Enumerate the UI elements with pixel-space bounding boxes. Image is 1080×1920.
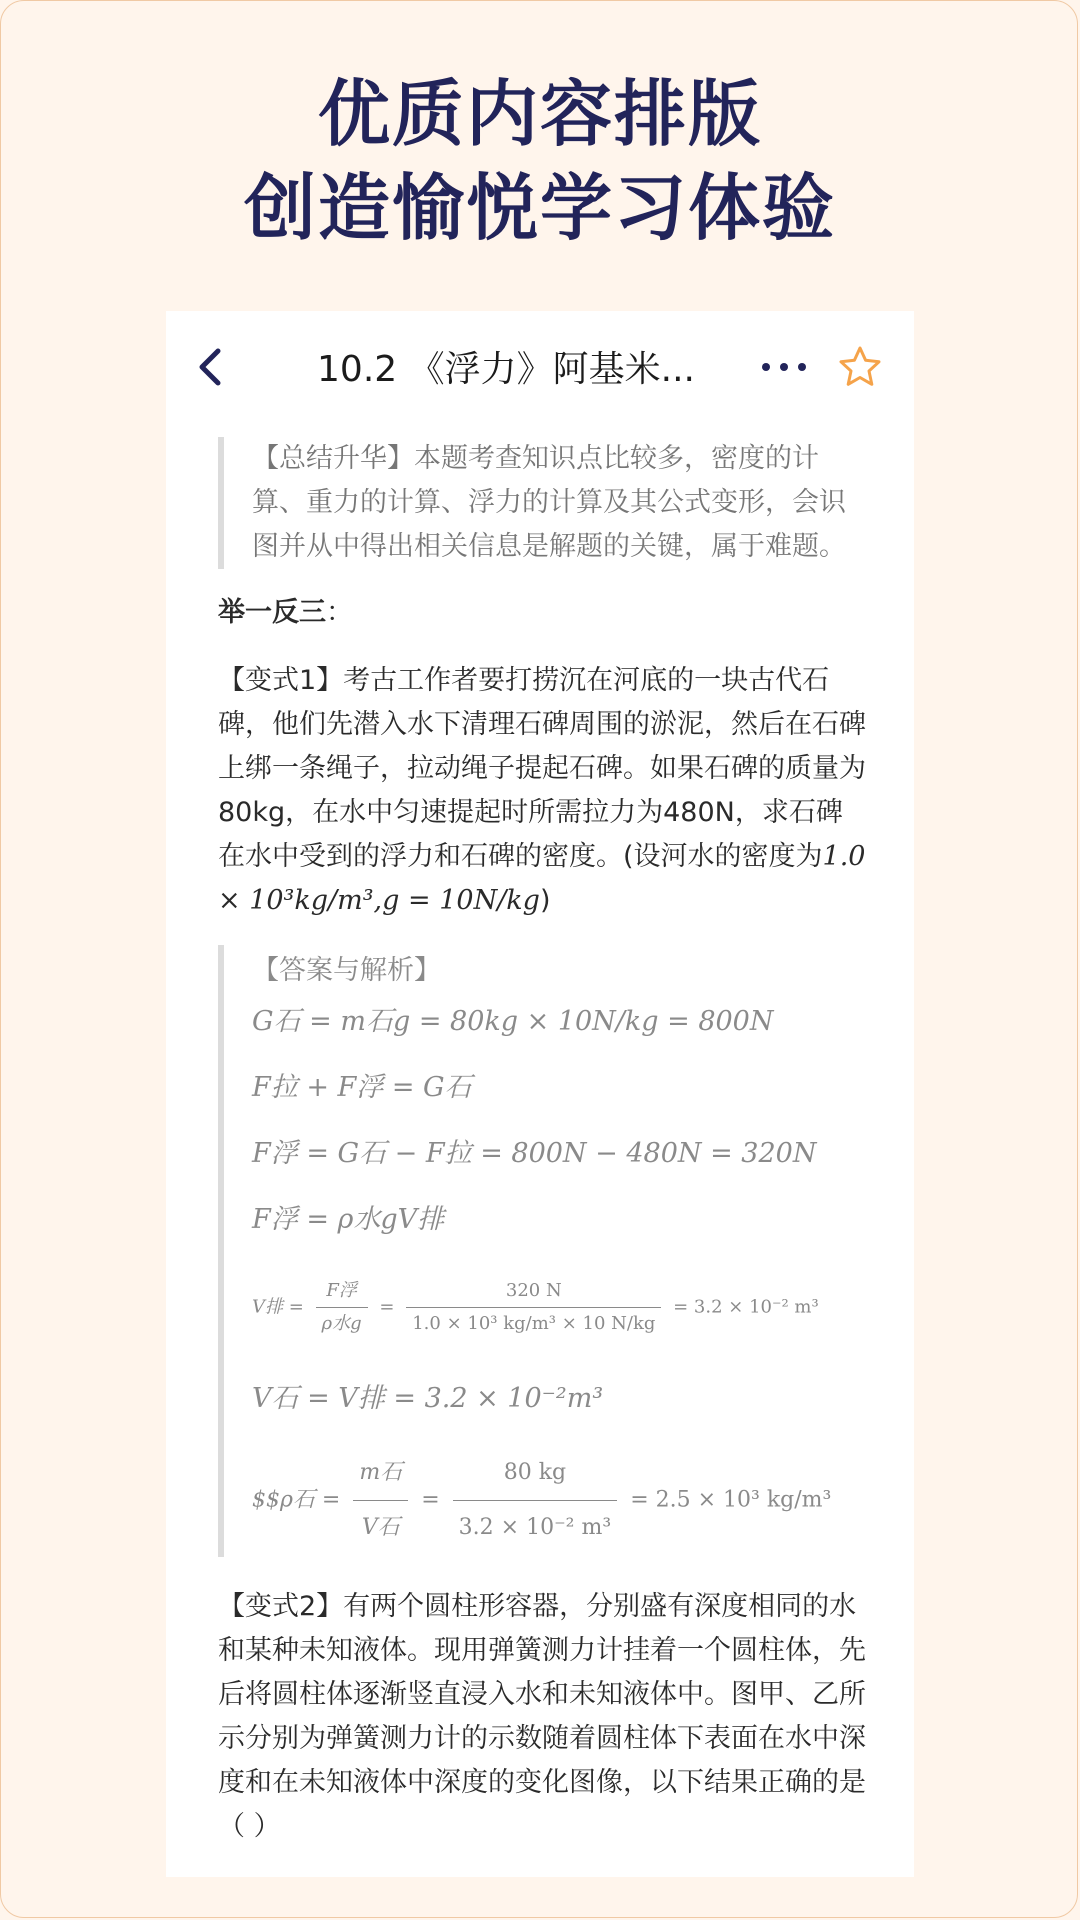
eq7-f1-num: m石 <box>359 1460 403 1485</box>
eq7-fraction-2 <box>453 1450 618 1551</box>
eq7-equals: = <box>421 1487 440 1513</box>
eq5-f2-den: 1.0 × 10³ kg/m³ × 10 N/kg <box>406 1307 661 1336</box>
examples-label: 举一反三 <box>218 597 326 628</box>
equation-buoyancy: F浮 = G石 − F拉 = 800N − 480N = 320N <box>252 1138 817 1169</box>
top-bar <box>166 311 914 423</box>
variant-1-text: 【变式1】考古工作者要打捞沉在河底的一块古代石碑，他们先潜入水下清理石碑周围的淤泥，然后在石碑上绑一条绳子，拉动绳子提起石碑。如果石碑的质量为80kg，在水中匀速提起时所需拉力为480N，求石碑在水中受到的浮力和石碑的密度。(设河水的密度为 <box>218 665 866 872</box>
eq7-rhs: = 2.5 × 10³ kg/m³ <box>630 1487 832 1513</box>
phone-screen <box>166 311 914 1877</box>
answer-quote <box>218 945 866 1557</box>
variant-2-question: 【变式2】有两个圆柱形容器，分别盛有深度相同的水和某种未知液体。现用弹簧测力计挂着一个圆柱体，先后将圆柱体逐渐竖直浸入水和未知液体中。图甲、乙所示分别为弹簧测力计的示数随着圆柱体下表面在水中深度和在未知液体中深度的变化图像，以下结果正确的是（ ） <box>218 1591 866 1842</box>
more-horizontal-icon[interactable] <box>758 349 810 385</box>
variant-1-question <box>218 659 866 923</box>
eq5-f1-num: F浮 <box>326 1280 357 1301</box>
variant-1-end: ) <box>539 885 551 916</box>
eq5-f2-num: 320 N <box>505 1280 562 1301</box>
equation-gravity: G石 = m石g = 80kg × 10N/kg = 800N <box>252 1006 774 1037</box>
examples-heading <box>218 591 866 635</box>
eq5-lhs: V排 = <box>252 1296 304 1318</box>
eq7-f2-num: 80 kg <box>503 1460 567 1485</box>
eq5-f1-den: ρ水g <box>316 1307 368 1336</box>
eq5-fraction-1 <box>316 1279 368 1336</box>
eq7-lhs: $$ρ石 = <box>252 1487 341 1513</box>
chevron-left-icon[interactable] <box>192 345 232 389</box>
eq7-f2-den: 3.2 × 10⁻² m³ <box>453 1500 618 1551</box>
eq7-fraction-1 <box>353 1450 408 1551</box>
eq5-equals: = <box>379 1296 395 1318</box>
equation-density <box>252 1450 866 1551</box>
eq7-f1-den: V石 <box>353 1500 408 1551</box>
summary-quote: 【总结升华】本题考查知识点比较多，密度的计算、重力的计算、浮力的计算及其公式变形，会识图并从中得出相关信息是解题的关键，属于难题。 <box>218 437 866 569</box>
examples-colon: ： <box>326 597 353 628</box>
eq5-rhs: = 3.2 × 10⁻² m³ <box>673 1296 819 1318</box>
variant-1-math: 1.0 × 10³kg/m³,g = 10N/kg <box>218 841 866 916</box>
equation-force-balance: F拉 + F浮 = G石 <box>252 1072 472 1103</box>
equation-volume <box>252 1279 866 1336</box>
equation-stone-volume: V石 = V排 = 3.2 × 10⁻²m³ <box>252 1383 604 1414</box>
equation-archimedes: F浮 = ρ水gV排 <box>252 1204 445 1235</box>
eq5-fraction-2 <box>406 1279 661 1336</box>
answer-heading: 【答案与解析】 <box>252 955 441 986</box>
article-content <box>218 423 866 1849</box>
headline-line-1: 优质内容排版 <box>317 72 762 156</box>
page-title: 10.2 《浮力》阿基米... <box>317 349 695 390</box>
star-icon[interactable] <box>838 345 882 389</box>
headline-line-2: 创造愉悦学习体验 <box>243 166 836 250</box>
